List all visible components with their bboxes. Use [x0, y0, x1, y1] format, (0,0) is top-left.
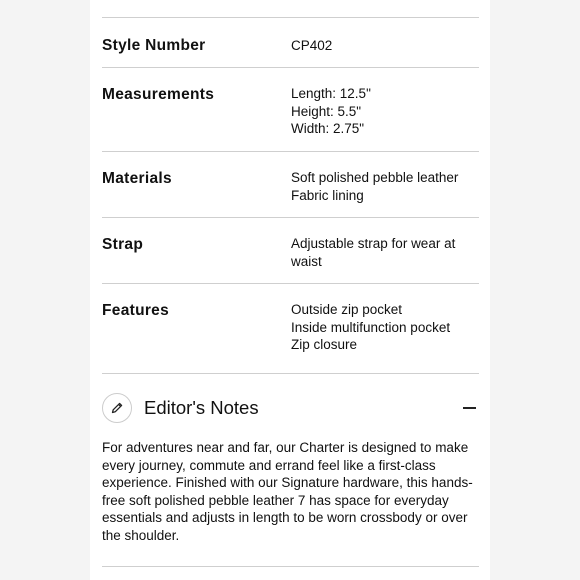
spec-label-materials: Materials — [102, 170, 172, 187]
spec-label-strap: Strap — [102, 236, 144, 253]
divider — [102, 566, 479, 567]
spec-value-features — [291, 301, 479, 354]
spec-value-line: CP402 — [291, 38, 333, 53]
spec-value-line: Height: 5.5" — [291, 103, 362, 119]
spec-label-features: Features — [102, 302, 170, 319]
spec-label-style-number: Style Number — [102, 37, 206, 54]
spec-value-line: Zip closure — [291, 337, 358, 353]
divider — [102, 17, 479, 18]
divider — [102, 283, 479, 284]
divider — [102, 373, 479, 374]
spec-value-line: Width: 2.75" — [291, 121, 365, 137]
divider — [102, 151, 479, 152]
editors-notes-title[interactable]: Editor's Notes — [144, 397, 259, 418]
pencil-icon — [102, 393, 132, 423]
spec-value-strap — [291, 235, 466, 270]
spec-value-style-number — [291, 37, 479, 55]
divider — [102, 67, 479, 68]
divider — [102, 217, 479, 218]
editors-notes-text: For adventures near and far, our Charter is designed to make every journey, commute and errand feel like a first-class experience. Finished with our Signature hardware, this hands-free soft polished pebble leather 7 has space for everyday essentials and adjusts in length to be worn crossbody or over the shoulder. — [102, 440, 473, 543]
spec-value-line: Length: 12.5" — [291, 86, 371, 101]
minus-icon[interactable] — [459, 400, 479, 416]
spec-value-line: Outside zip pocket — [291, 302, 403, 317]
product-details-panel — [90, 0, 490, 580]
spec-value-line: Inside multifunction pocket — [291, 319, 451, 335]
spec-label-measurements: Measurements — [102, 86, 215, 103]
spec-value-line: Fabric lining — [291, 187, 364, 203]
spec-value-materials — [291, 169, 479, 204]
spec-value-line: Adjustable strap for wear at waist — [291, 236, 456, 269]
spec-value-line: Soft polished pebble leather — [291, 170, 459, 185]
spec-value-measurements — [291, 85, 479, 138]
